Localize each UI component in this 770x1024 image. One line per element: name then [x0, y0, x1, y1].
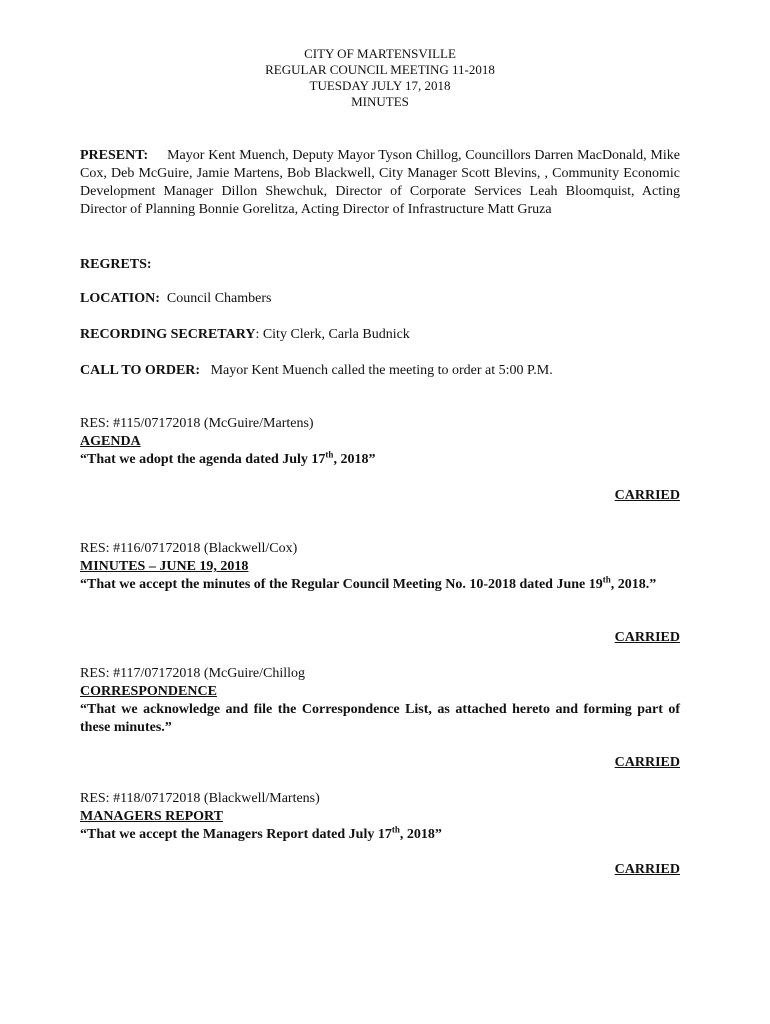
status-carried: CARRIED	[614, 755, 680, 770]
recording-section	[80, 326, 680, 344]
resolution-title: CORRESPONDENCE	[80, 684, 217, 699]
status-carried: CARRIED	[614, 862, 680, 877]
status-carried: CARRIED	[614, 630, 680, 645]
resolution-number: RES: #118/07172018 (Blackwell/Martens)	[80, 791, 320, 806]
header-meeting: REGULAR COUNCIL MEETING 11-2018	[265, 62, 495, 77]
resolution-managers-report	[80, 790, 680, 844]
resolution-agenda	[80, 415, 680, 469]
resolution-minutes	[80, 540, 680, 594]
motion-text: “That we accept the Managers Report dated July 17	[80, 827, 392, 842]
motion-superscript: th	[325, 449, 334, 460]
resolution-number: RES: #115/07172018 (McGuire/Martens)	[80, 416, 314, 431]
regrets-section	[80, 256, 680, 274]
recording-text: : City Clerk, Carla Budnick	[255, 327, 410, 342]
motion-text: “That we adopt the agenda dated July 17	[80, 452, 326, 467]
resolution-motion	[80, 451, 680, 469]
regrets-label: REGRETS:	[80, 257, 152, 272]
resolution-number: RES: #116/07172018 (Blackwell/Cox)	[80, 541, 298, 556]
call-text: Mayor Kent Muench called the meeting to order at 5:00 P.M.	[210, 363, 553, 378]
present-section	[80, 147, 680, 219]
resolution-title: MANAGERS REPORT	[80, 809, 224, 824]
resolution-title: MINUTES – JUNE 19, 2018	[80, 559, 249, 574]
document-header	[0, 46, 760, 110]
location-section	[80, 290, 680, 308]
motion-text-end: , 2018”	[399, 827, 442, 842]
location-text: Council Chambers	[166, 291, 272, 306]
present-label: PRESENT:	[80, 148, 149, 163]
resolution-motion	[80, 576, 680, 594]
motion-superscript: th	[391, 824, 400, 835]
motion-text-end: , 2018.”	[610, 577, 657, 592]
present-text: Mayor Kent Muench, Deputy Mayor Tyson Chillog, Councillors Darren MacDonald, Mike Cox, Deb McGuire, Jamie Martens, Bob Blackwell, City Manager Scott Blevins, , Community Economic Development Manager Dillon Shewchuk, Director of Corporate Services Leah Bloomquist, Acting Director of Planning Bonnie Gorelitza, Acting Director of Infrastructure Matt Gruza	[80, 148, 680, 217]
header-city: CITY OF MARTENSVILLE	[304, 46, 456, 61]
header-date: TUESDAY JULY 17, 2018	[309, 78, 451, 93]
motion-text-end: , 2018”	[333, 452, 376, 467]
resolution-correspondence	[80, 665, 680, 737]
status-carried: CARRIED	[614, 488, 680, 503]
motion-superscript: th	[602, 574, 611, 585]
location-label: LOCATION:	[80, 291, 160, 306]
resolution-motion: “That we acknowledge and file the Correspondence List, as attached hereto and forming part of these minutes.”	[80, 702, 680, 735]
call-label: CALL TO ORDER:	[80, 363, 201, 378]
resolution-motion	[80, 826, 680, 844]
resolution-title: AGENDA	[80, 434, 141, 449]
motion-text: “That we accept the minutes of the Regular Council Meeting No. 10-2018 dated June 19	[80, 577, 603, 592]
recording-label: RECORDING SECRETARY	[80, 327, 256, 342]
resolution-number: RES: #117/07172018 (McGuire/Chillog	[80, 666, 306, 681]
header-minutes: MINUTES	[351, 94, 409, 109]
call-to-order-section	[80, 362, 680, 380]
